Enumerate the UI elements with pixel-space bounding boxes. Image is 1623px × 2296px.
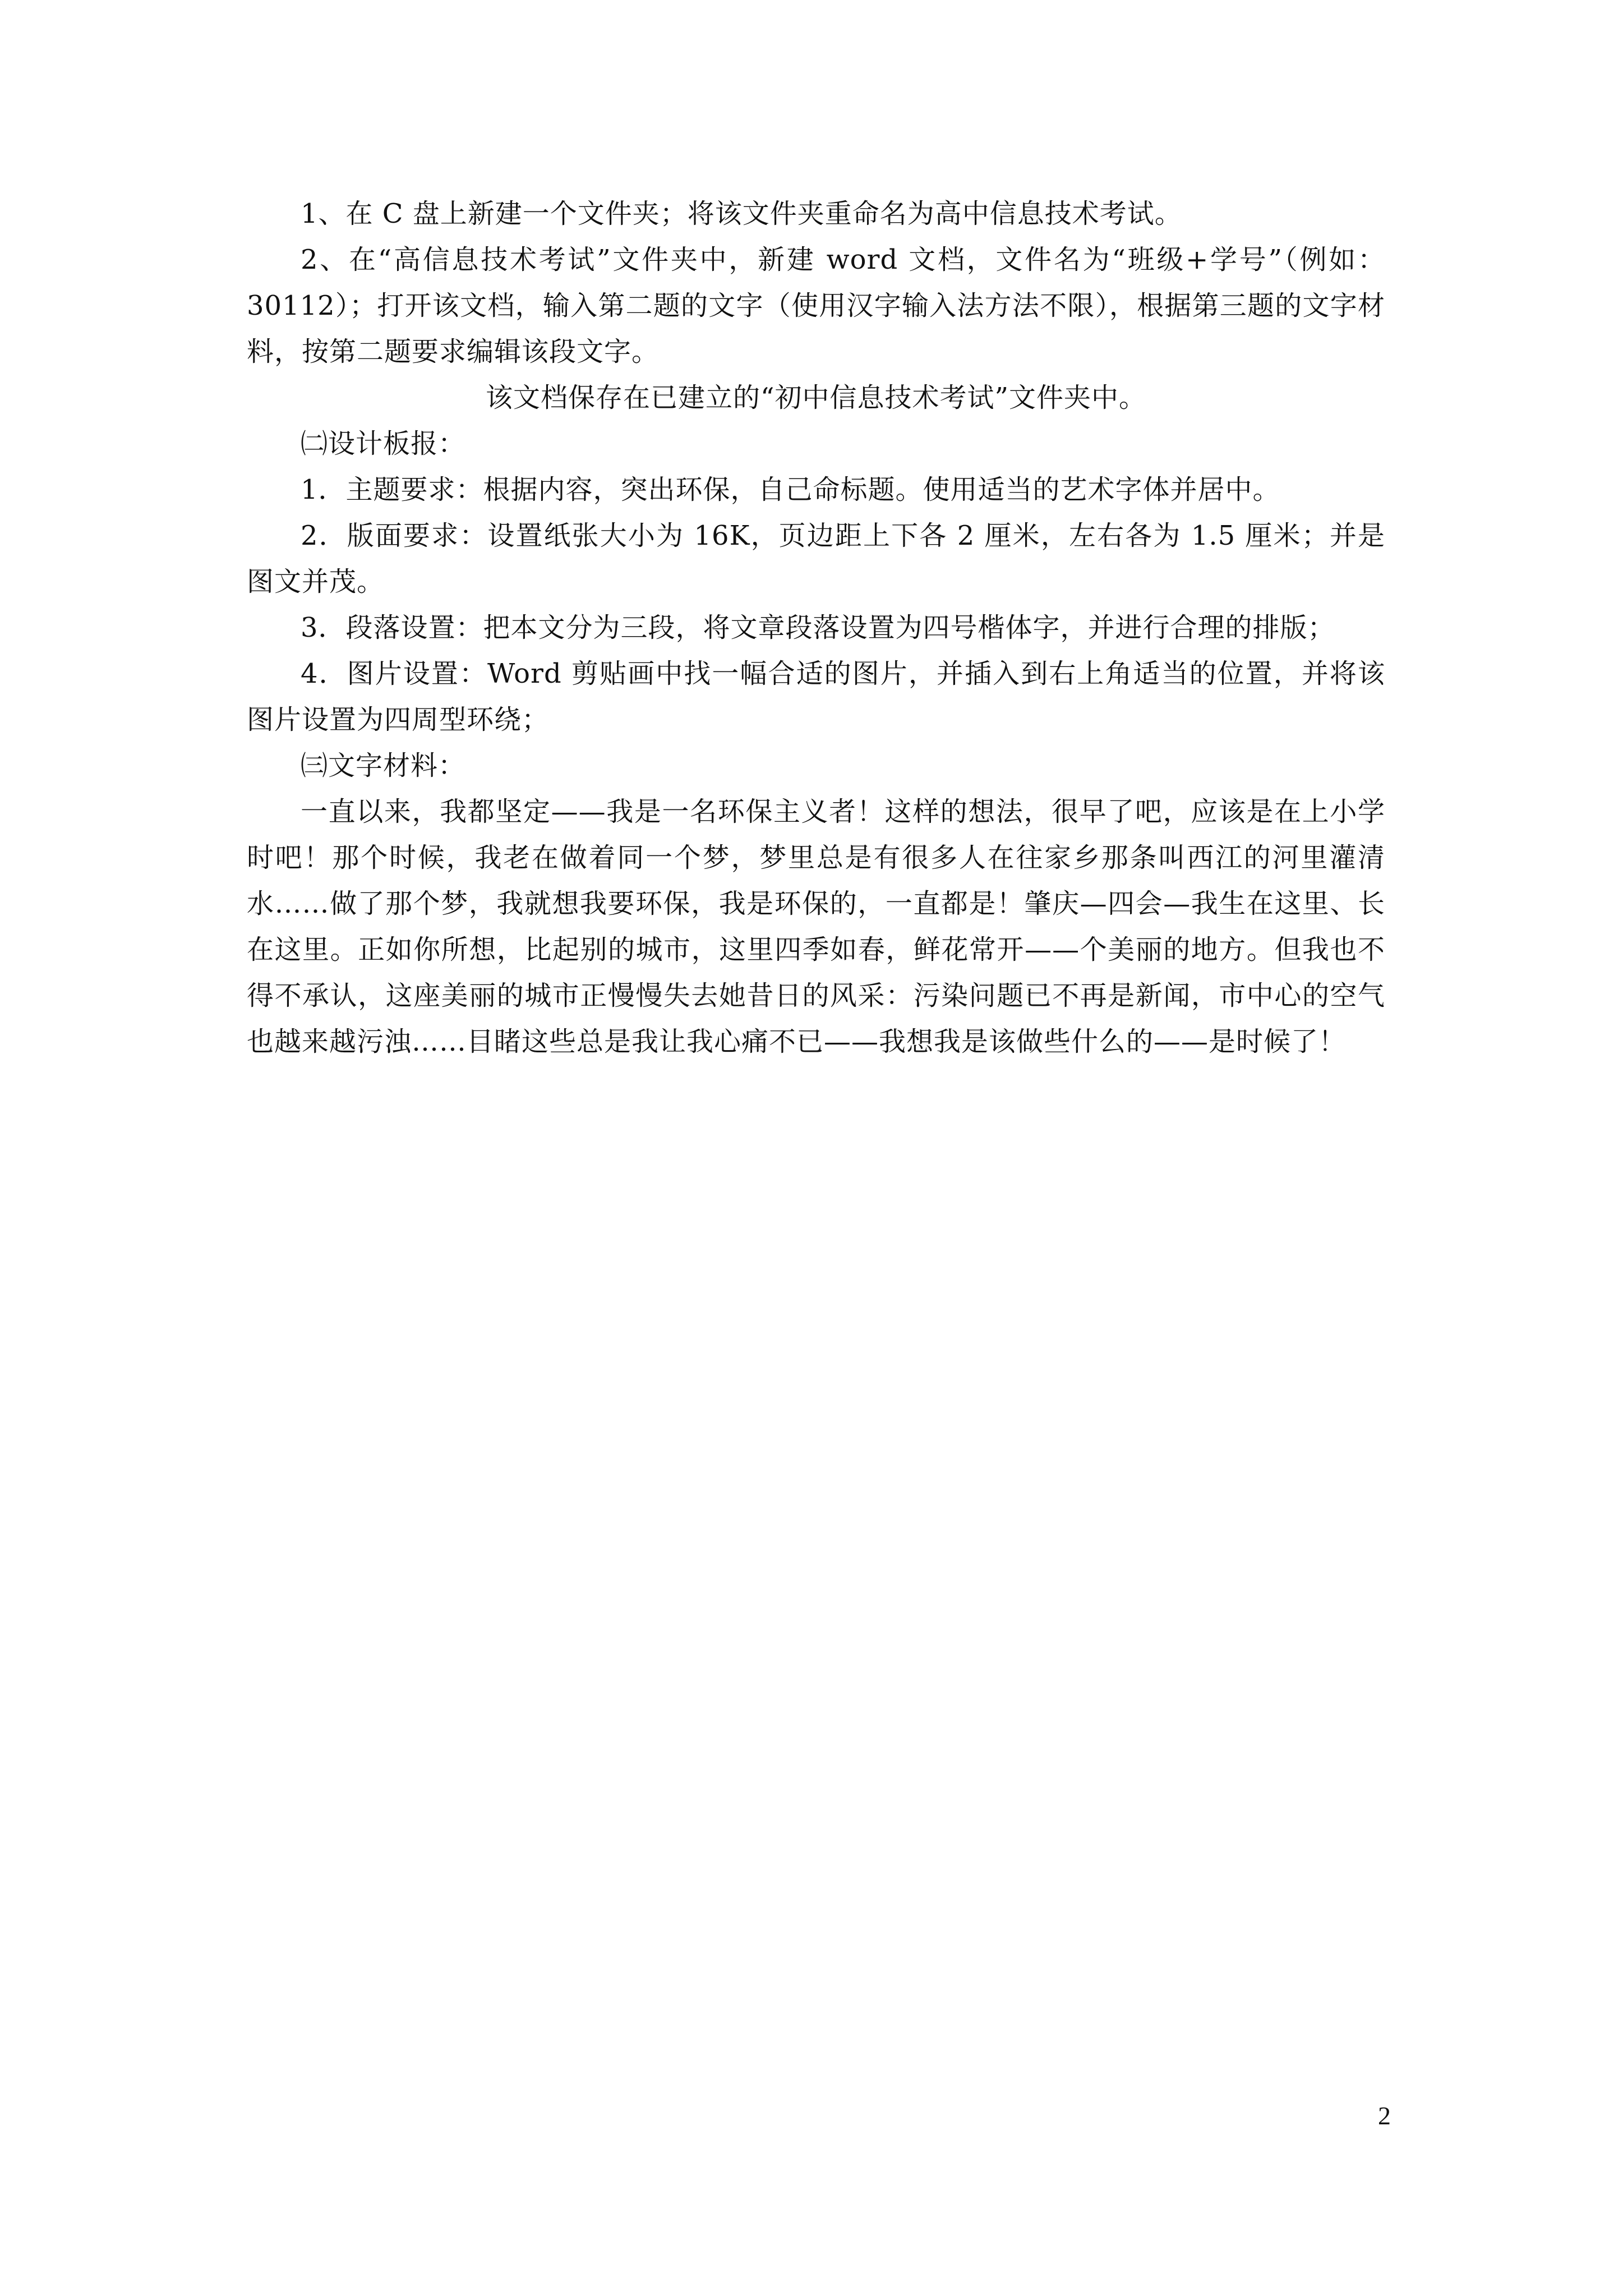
paragraph-save-location: 该文档保存在已建立的“初中信息技术考试”文件夹中。	[485, 382, 1147, 413]
section-heading-text-material: ㈢文字材料：	[301, 750, 466, 781]
paragraph-layout-requirement: 2．版面要求：设置纸张大小为 16K，页边距上下各 2 厘米，左右各为 1.5 厘米；并是图文并茂。	[247, 520, 1385, 597]
document-body	[247, 191, 1385, 1065]
paragraph-text-material: 一直以来，我都坚定——我是一名环保主义者！这样的想法，很早了吧，应该是在上小学时吧！那个时候，我老在做着同一个梦，梦里总是有很多人在往家乡那条叫西江的河里灌清水……做了那个梦，我就想我要环保，我是环保的，一直都是！肇庆—四会—我生在这里、长在这里。正如你所想，比起别的城市，这里四季如春，鲜花常开——个美丽的地方。但我也不得不承认，这座美丽的城市正慢慢失去她昔日的风采：污染问题已不再是新闻，市中心的空气也越来越污浊……目睹这些总是我让我心痛不已——我想我是该做些什么的——是时候了！	[247, 796, 1385, 1057]
page-number: 2	[1378, 2101, 1391, 2130]
paragraph-paragraph-settings: 3．段落设置：把本文分为三段，将文章段落设置为四号楷体字，并进行合理的排版；	[301, 612, 1335, 643]
paragraph-create-folder: 1、在 C 盘上新建一个文件夹；将该文件夹重命名为高中信息技术考试。	[301, 198, 1182, 229]
paragraph-theme-requirement: 1．主题要求：根据内容，突出环保，自己命标题。使用适当的艺术字体并居中。	[301, 474, 1280, 505]
paragraph-create-word-document: 2、在“高信息技术考试”文件夹中，新建 word 文档，文件名为“班级+学号”（例如：30112）；打开该文档，输入第二题的文字（使用汉字输入法方法不限），根据第三题的文字材料，按第二题要求编辑该段文字。	[247, 244, 1385, 367]
section-heading-design-board: ㈡设计板报：	[301, 428, 466, 459]
paragraph-image-settings: 4．图片设置：Word 剪贴画中找一幅合适的图片，并插入到右上角适当的位置，并将该图片设置为四周型环绕；	[247, 658, 1385, 735]
